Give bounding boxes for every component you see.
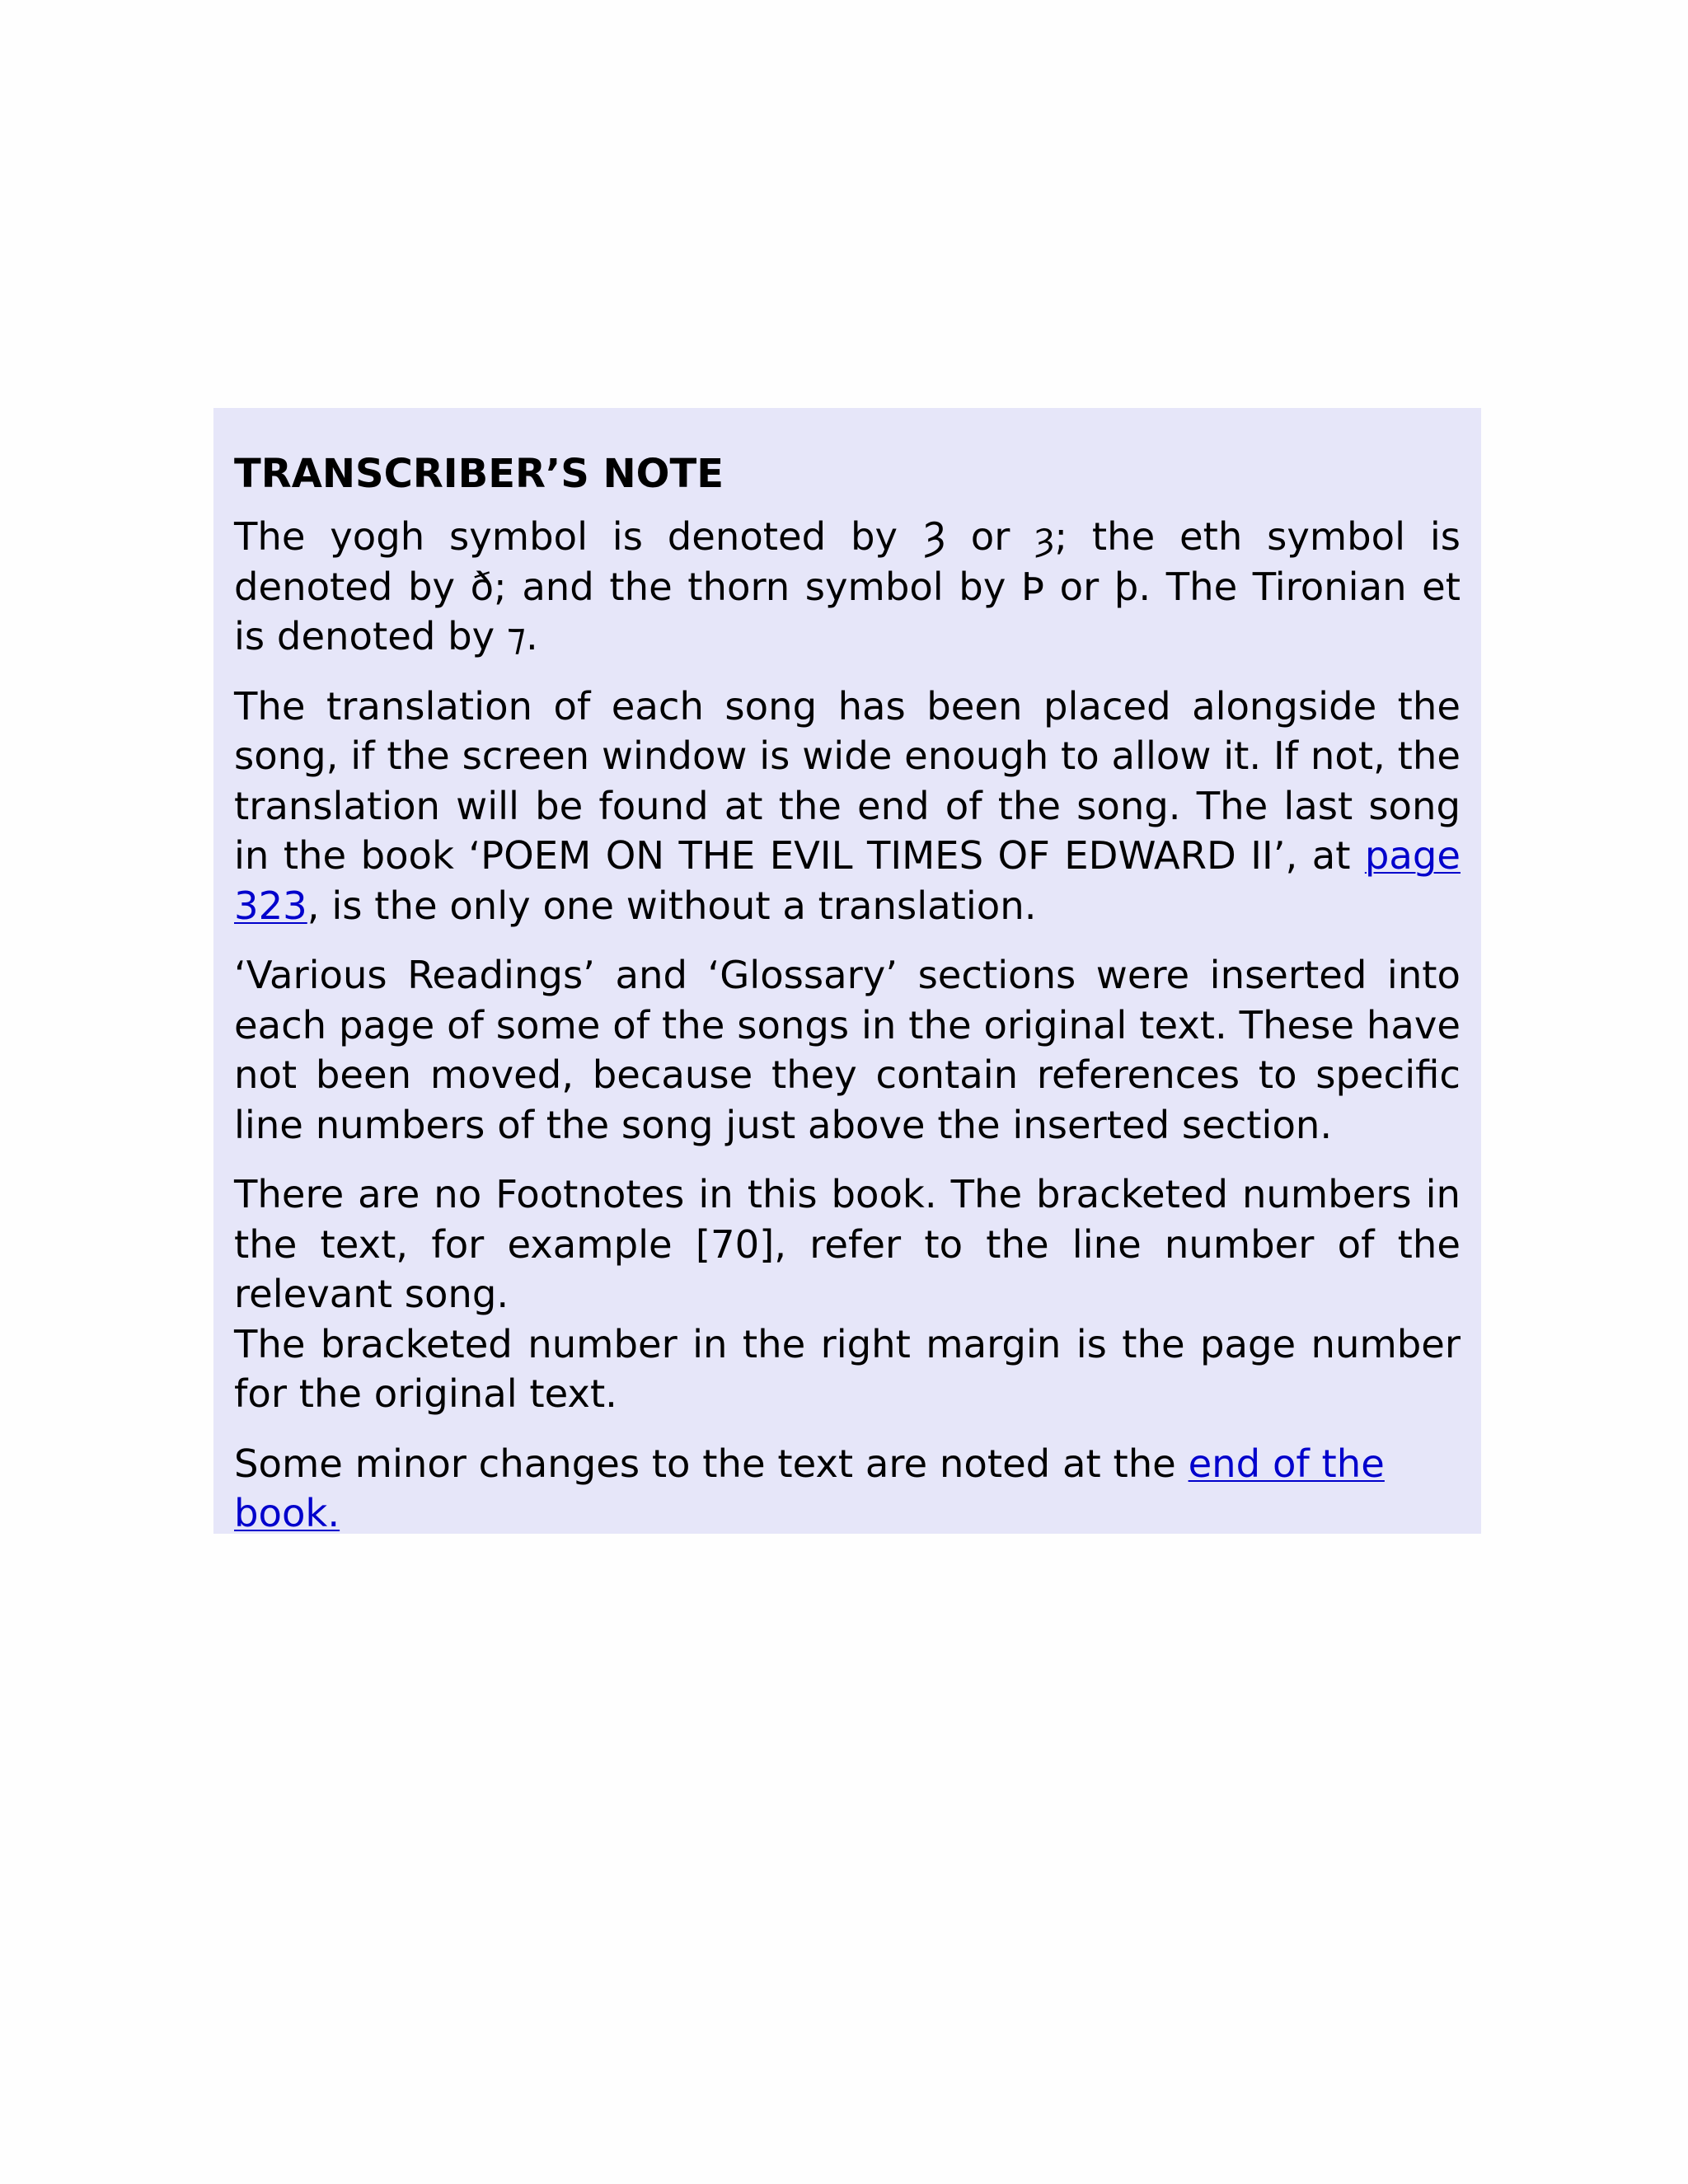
changes-text: Some minor changes to the text are noted at the — [234, 1441, 1189, 1486]
margin-numbers-text: The bracketed number in the right margin is the page number for the original text. — [234, 1321, 1461, 1416]
translations-text-start: The translation of each song has been placed alongside the song, if the screen window is wide enough to allow it. If not, the translation will be found at the end of the song. The last song in the book ‘POEM ON THE EVIL TIMES OF EDWARD II’, at — [234, 683, 1461, 878]
note-paragraph-changes — [234, 1439, 1461, 1539]
note-paragraph-symbols: The yogh symbol is denoted by Ȝ or ȝ; the eth symbol is denoted by ð; and the thorn symbol by Þ or þ. The Tironian et is denoted by ⁊. — [234, 514, 1461, 658]
transcribers-note-box — [213, 408, 1481, 1534]
page-323-link[interactable]: page 323 — [234, 833, 1461, 928]
note-paragraph-footnotes — [234, 1169, 1461, 1419]
translations-text-end: , is the only one without a translation. — [307, 883, 1037, 928]
note-paragraph-various-readings: ‘Various Readings’ and ‘Glossary’ sections were inserted into each page of some of the songs in the original text. These have not been moved, because they contain references to specific line numbers of the song just above the inserted section. — [234, 953, 1461, 1147]
note-paragraph-translations — [234, 682, 1461, 931]
note-title: TRANSCRIBER’S NOTE — [234, 451, 724, 497]
end-of-book-link[interactable]: end of the book. — [234, 1441, 1385, 1535]
footnotes-text: There are no Footnotes in this book. The bracketed numbers in the text, for example [70], refer to the line number of the relevant song. — [234, 1172, 1461, 1316]
